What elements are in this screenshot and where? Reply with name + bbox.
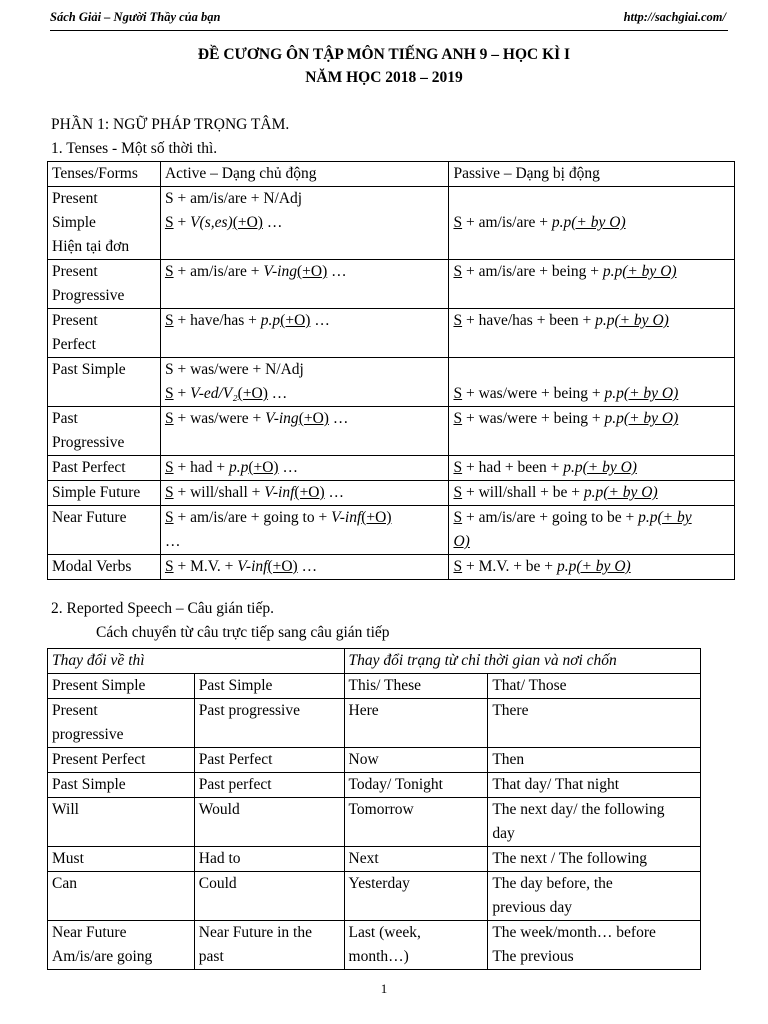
formula-segment: (+ by O) <box>622 263 677 280</box>
formula-segment: O) <box>453 533 470 550</box>
cell-line: Past Simple <box>52 361 126 378</box>
passive-form-cell <box>449 555 735 580</box>
tense-row <box>48 481 735 506</box>
cell-line: Next <box>348 850 379 867</box>
direct-tense-cell <box>48 847 195 872</box>
tense-row <box>48 456 735 481</box>
active-form-cell <box>160 506 449 555</box>
formula-segment: S <box>453 410 463 427</box>
formula-segment: S <box>164 410 174 427</box>
cell-line: Simple Future <box>52 484 141 501</box>
table-header-row <box>48 649 701 674</box>
formula-segment: + am/is/are + being + <box>462 263 603 280</box>
tense-row <box>48 260 735 309</box>
cell-line: Had to <box>198 850 241 867</box>
formula-segment: p.p <box>551 214 572 231</box>
cell-line: Simple <box>52 214 96 231</box>
cell-line: The next / The following <box>492 850 647 867</box>
formula-segment: p.p <box>260 312 281 329</box>
cell-line: previous day <box>492 899 572 916</box>
reported-speech-table <box>47 648 701 970</box>
direct-tense-cell <box>48 872 195 921</box>
reported-tense-cell <box>194 699 344 748</box>
formula-segment: … <box>297 558 318 575</box>
reported-tense-cell <box>194 674 344 699</box>
passive-form-cell <box>449 260 735 309</box>
passive-form-cell <box>449 187 735 260</box>
formula-segment: S <box>164 509 174 526</box>
cell-line: Will <box>52 801 79 818</box>
cell-line: The previous <box>492 948 574 965</box>
formula-segment: + am/is/are + <box>173 263 264 280</box>
reported-adverb-cell <box>488 674 701 699</box>
formula-segment: + had + been + <box>462 459 564 476</box>
table-row <box>48 674 701 699</box>
formula-segment: (+O) <box>296 263 328 280</box>
cell-line: Would <box>198 801 240 818</box>
formula-segment: + have/has + <box>173 312 261 329</box>
reported-adverb-cell <box>488 921 701 970</box>
formula-segment: p.p <box>583 484 604 501</box>
formula-segment: S <box>164 459 174 476</box>
cell-line: Present <box>52 190 98 207</box>
direct-adverb-cell <box>344 699 488 748</box>
direct-tense-cell <box>48 921 195 970</box>
cell-line: Near Future <box>52 509 127 526</box>
cell-line: Past perfect <box>198 776 272 793</box>
reported-adverb-cell <box>488 748 701 773</box>
tense-name-cell <box>48 555 161 580</box>
table-row <box>48 748 701 773</box>
site-url-link[interactable]: http://sachgiai.com/ <box>623 10 726 24</box>
formula-segment: + had + <box>173 459 229 476</box>
formula-segment: + M.V. + be + <box>462 558 557 575</box>
formula-segment: (+ by O) <box>614 312 669 329</box>
cell-line: Must <box>52 850 84 867</box>
tense-name-cell <box>48 260 161 309</box>
cell-line: day <box>492 825 515 842</box>
direct-tense-cell <box>48 748 195 773</box>
formula-segment: S <box>164 558 174 575</box>
formula-segment: (+ by O) <box>576 558 631 575</box>
formula-segment: S <box>453 385 463 402</box>
formula-segment: S <box>164 312 174 329</box>
cell-line: Past Simple <box>198 677 273 694</box>
passive-form-cell <box>449 481 735 506</box>
formula-segment: + will/shall + <box>173 484 265 501</box>
formula-segment: … <box>267 385 288 402</box>
reported-adverb-cell <box>488 847 701 872</box>
direct-adverb-cell <box>344 674 488 699</box>
active-form-cell <box>160 309 449 358</box>
document-title: ĐỀ CƯƠNG ÔN TẬP MÔN TIẾNG ANH 9 – HỌC KÌ I <box>197 46 571 63</box>
formula-segment: (+O) <box>294 484 325 501</box>
direct-tense-cell <box>48 674 195 699</box>
formula-segment: S <box>164 484 174 501</box>
formula-segment: p.p <box>638 509 658 526</box>
formula-segment: + was/were + being + <box>462 410 605 427</box>
cell-line: Past <box>52 410 78 427</box>
cell-line: Progressive <box>52 434 125 451</box>
cell-line: That/ Those <box>492 677 567 694</box>
reported-tense-cell <box>194 773 344 798</box>
formula-segment: + M.V. + <box>173 558 238 575</box>
formula-segment: … <box>328 410 349 427</box>
reported-adverb-cell <box>488 699 701 748</box>
formula-segment: + have/has + been + <box>462 312 596 329</box>
formula-segment: S <box>453 558 463 575</box>
reported-adverb-cell <box>488 798 701 847</box>
active-form-cell <box>160 260 449 309</box>
active-form-cell <box>160 555 449 580</box>
formula-segment: (+ by O) <box>623 410 679 427</box>
cell-line: Past progressive <box>198 702 300 719</box>
formula-segment: + was/were + being + <box>462 385 605 402</box>
tenses-table <box>47 161 735 580</box>
tense-name-cell <box>48 309 161 358</box>
reported-tense-cell <box>194 872 344 921</box>
tense-row <box>48 309 735 358</box>
formula-segment: (+O) <box>298 410 329 427</box>
header-cell: Tenses/Forms <box>48 162 161 187</box>
header-cell-tense-change: Thay đổi về thì <box>48 649 345 674</box>
tense-name-cell <box>48 358 161 407</box>
cell-line: month…) <box>348 948 409 965</box>
direct-tense-cell <box>48 773 195 798</box>
cell-line: There <box>492 702 529 719</box>
reported-speech-subheading: Cách chuyển từ câu trực tiếp sang câu gián tiếp <box>96 624 390 641</box>
cell-line: Present <box>52 702 98 719</box>
cell-line: This/ These <box>348 677 422 694</box>
cell-line: Yesterday <box>348 875 410 892</box>
formula-segment: p.p <box>602 263 623 280</box>
tense-name-cell <box>48 187 161 260</box>
reported-tense-cell <box>194 798 344 847</box>
tenses-heading: 1. Tenses - Một số thời thì. <box>51 140 218 157</box>
passive-form-cell <box>449 506 735 555</box>
formula-segment: V-ing <box>265 410 299 427</box>
formula-segment: V(s,es) <box>190 214 233 231</box>
reported-tense-cell <box>194 847 344 872</box>
table-row <box>48 699 701 748</box>
cell-line: Present Simple <box>52 677 146 694</box>
tense-row <box>48 555 735 580</box>
active-form-cell <box>160 481 449 506</box>
formula-segment: S <box>164 214 174 231</box>
formula-segment: S <box>164 263 174 280</box>
formula-segment: S <box>453 509 463 526</box>
table-row <box>48 773 701 798</box>
formula-segment: (+ by O) <box>623 385 679 402</box>
cell-line: Near Future <box>52 924 127 941</box>
active-form-cell <box>160 407 449 456</box>
reported-adverb-cell <box>488 872 701 921</box>
formula-segment: V-inf <box>331 509 362 526</box>
cell-line: Then <box>492 751 525 768</box>
formula-segment: S <box>453 214 463 231</box>
part1-heading: PHẦN 1: NGỮ PHÁP TRỌNG TÂM. <box>51 116 290 133</box>
table-row <box>48 798 701 847</box>
active-form-cell <box>160 456 449 481</box>
formula-segment: + am/is/are + <box>462 214 552 231</box>
active-form-cell <box>160 358 449 407</box>
cell-line: Tomorrow <box>348 801 414 818</box>
formula-segment: S <box>453 263 463 280</box>
formula-segment: + am/is/are + going to + <box>173 509 332 526</box>
reported-speech-heading: 2. Reported Speech – Câu gián tiếp. <box>51 600 274 617</box>
cell-line: Modal Verbs <box>52 558 132 575</box>
cell-line: That day/ That night <box>492 776 620 793</box>
cell-line: Here <box>348 702 379 719</box>
formula-segment: + <box>173 214 191 231</box>
formula-segment: S + was/were + N/Adj <box>164 361 304 378</box>
formula-segment: … <box>310 312 330 329</box>
direct-adverb-cell <box>344 872 488 921</box>
formula-segment: V-inf <box>264 484 295 501</box>
table-row <box>48 921 701 970</box>
formula-segment: + <box>173 385 191 402</box>
active-form-cell <box>160 187 449 260</box>
formula-segment: (+O) <box>267 558 298 575</box>
formula-segment: p.p <box>604 385 624 402</box>
table-row <box>48 872 701 921</box>
cell-line: Now <box>348 751 379 768</box>
formula-segment: S <box>453 312 463 329</box>
cell-line: Progressive <box>52 287 125 304</box>
formula-segment: (+ by O) <box>603 484 658 501</box>
formula-segment: S + am/is/are + N/Adj <box>164 190 303 207</box>
formula-segment: V-ing <box>263 263 297 280</box>
cell-line: Am/is/are going <box>52 948 153 965</box>
passive-form-cell <box>449 456 735 481</box>
tense-name-cell <box>48 481 161 506</box>
cell-line: Near Future in the <box>198 924 312 941</box>
tense-name-cell <box>48 456 161 481</box>
cell-line: Today/ Tonight <box>348 776 443 793</box>
formula-segment: (+O) <box>248 459 279 476</box>
formula-segment: … <box>278 459 298 476</box>
formula-segment: … <box>327 263 347 280</box>
reported-tense-cell <box>194 921 344 970</box>
cell-line: Present <box>52 312 98 329</box>
header-cell-adverb-change: Thay đổi trạng từ chỉ thời gian và nơi chốn <box>344 649 700 674</box>
formula-segment: + am/is/are + going to be + <box>462 509 639 526</box>
direct-adverb-cell <box>344 921 488 970</box>
formula-segment: p.p <box>604 410 624 427</box>
formula-segment: V-inf <box>237 558 268 575</box>
cell-line: Past Perfect <box>198 751 273 768</box>
formula-segment: (+ by <box>657 509 692 526</box>
direct-adverb-cell <box>344 798 488 847</box>
cell-line: Could <box>198 875 237 892</box>
tense-row <box>48 187 735 260</box>
formula-segment: (+O) <box>361 509 392 526</box>
passive-form-cell <box>449 309 735 358</box>
cell-line: past <box>198 948 224 965</box>
formula-segment: S <box>453 459 463 476</box>
tense-row <box>48 506 735 555</box>
header-cell: Active – Dạng chủ động <box>160 162 449 187</box>
cell-line: progressive <box>52 726 124 743</box>
direct-adverb-cell <box>344 847 488 872</box>
formula-segment: (+ by O) <box>582 459 637 476</box>
direct-adverb-cell <box>344 748 488 773</box>
table-row <box>48 847 701 872</box>
school-year: NĂM HỌC 2018 – 2019 <box>305 69 463 86</box>
cell-line: The next day/ the following <box>492 801 665 818</box>
formula-segment: S <box>164 385 174 402</box>
direct-tense-cell <box>48 798 195 847</box>
site-name: Sách Giải – Người Thầy của bạn <box>50 10 221 24</box>
tense-name-cell <box>48 407 161 456</box>
formula-segment: (+O) <box>232 214 263 231</box>
passive-form-cell <box>449 407 735 456</box>
cell-line: Last (week, <box>348 924 421 941</box>
formula-segment: + will/shall + be + <box>462 484 584 501</box>
tense-row <box>48 407 735 456</box>
formula-segment: p.p <box>595 312 615 329</box>
cell-line: Perfect <box>52 336 96 353</box>
cell-line: Present <box>52 263 98 280</box>
formula-segment: p.p <box>228 459 249 476</box>
formula-segment: (+O) <box>237 385 268 402</box>
formula-segment: p.p <box>556 558 577 575</box>
formula-segment: + was/were + <box>173 410 266 427</box>
tense-name-cell <box>48 506 161 555</box>
cell-line: Past Perfect <box>52 459 126 476</box>
page-number: 1 <box>380 981 388 996</box>
reported-tense-cell <box>194 748 344 773</box>
cell-line: Hiện tại đơn <box>52 238 130 255</box>
header-cell: Passive – Dạng bị động <box>449 162 735 187</box>
cell-line: Can <box>52 875 77 892</box>
cell-line: Present Perfect <box>52 751 146 768</box>
direct-adverb-cell <box>344 773 488 798</box>
cell-line: The week/month… before <box>492 924 656 941</box>
formula-segment: S <box>453 484 463 501</box>
cell-line: The day before, the <box>492 875 613 892</box>
formula-segment: p.p <box>563 459 583 476</box>
formula-segment: … <box>262 214 283 231</box>
formula-segment: V-ed/V₂ <box>190 385 238 402</box>
cell-line: Past Simple <box>52 776 126 793</box>
direct-tense-cell <box>48 699 195 748</box>
formula-segment: (+ by O) <box>571 214 626 231</box>
table-header-row <box>48 162 735 187</box>
passive-form-cell <box>449 358 735 407</box>
page-header <box>50 8 728 31</box>
formula-segment: … <box>324 484 345 501</box>
reported-adverb-cell <box>488 773 701 798</box>
formula-segment: (+O) <box>280 312 311 329</box>
formula-segment: … <box>164 533 181 550</box>
tense-row <box>48 358 735 407</box>
